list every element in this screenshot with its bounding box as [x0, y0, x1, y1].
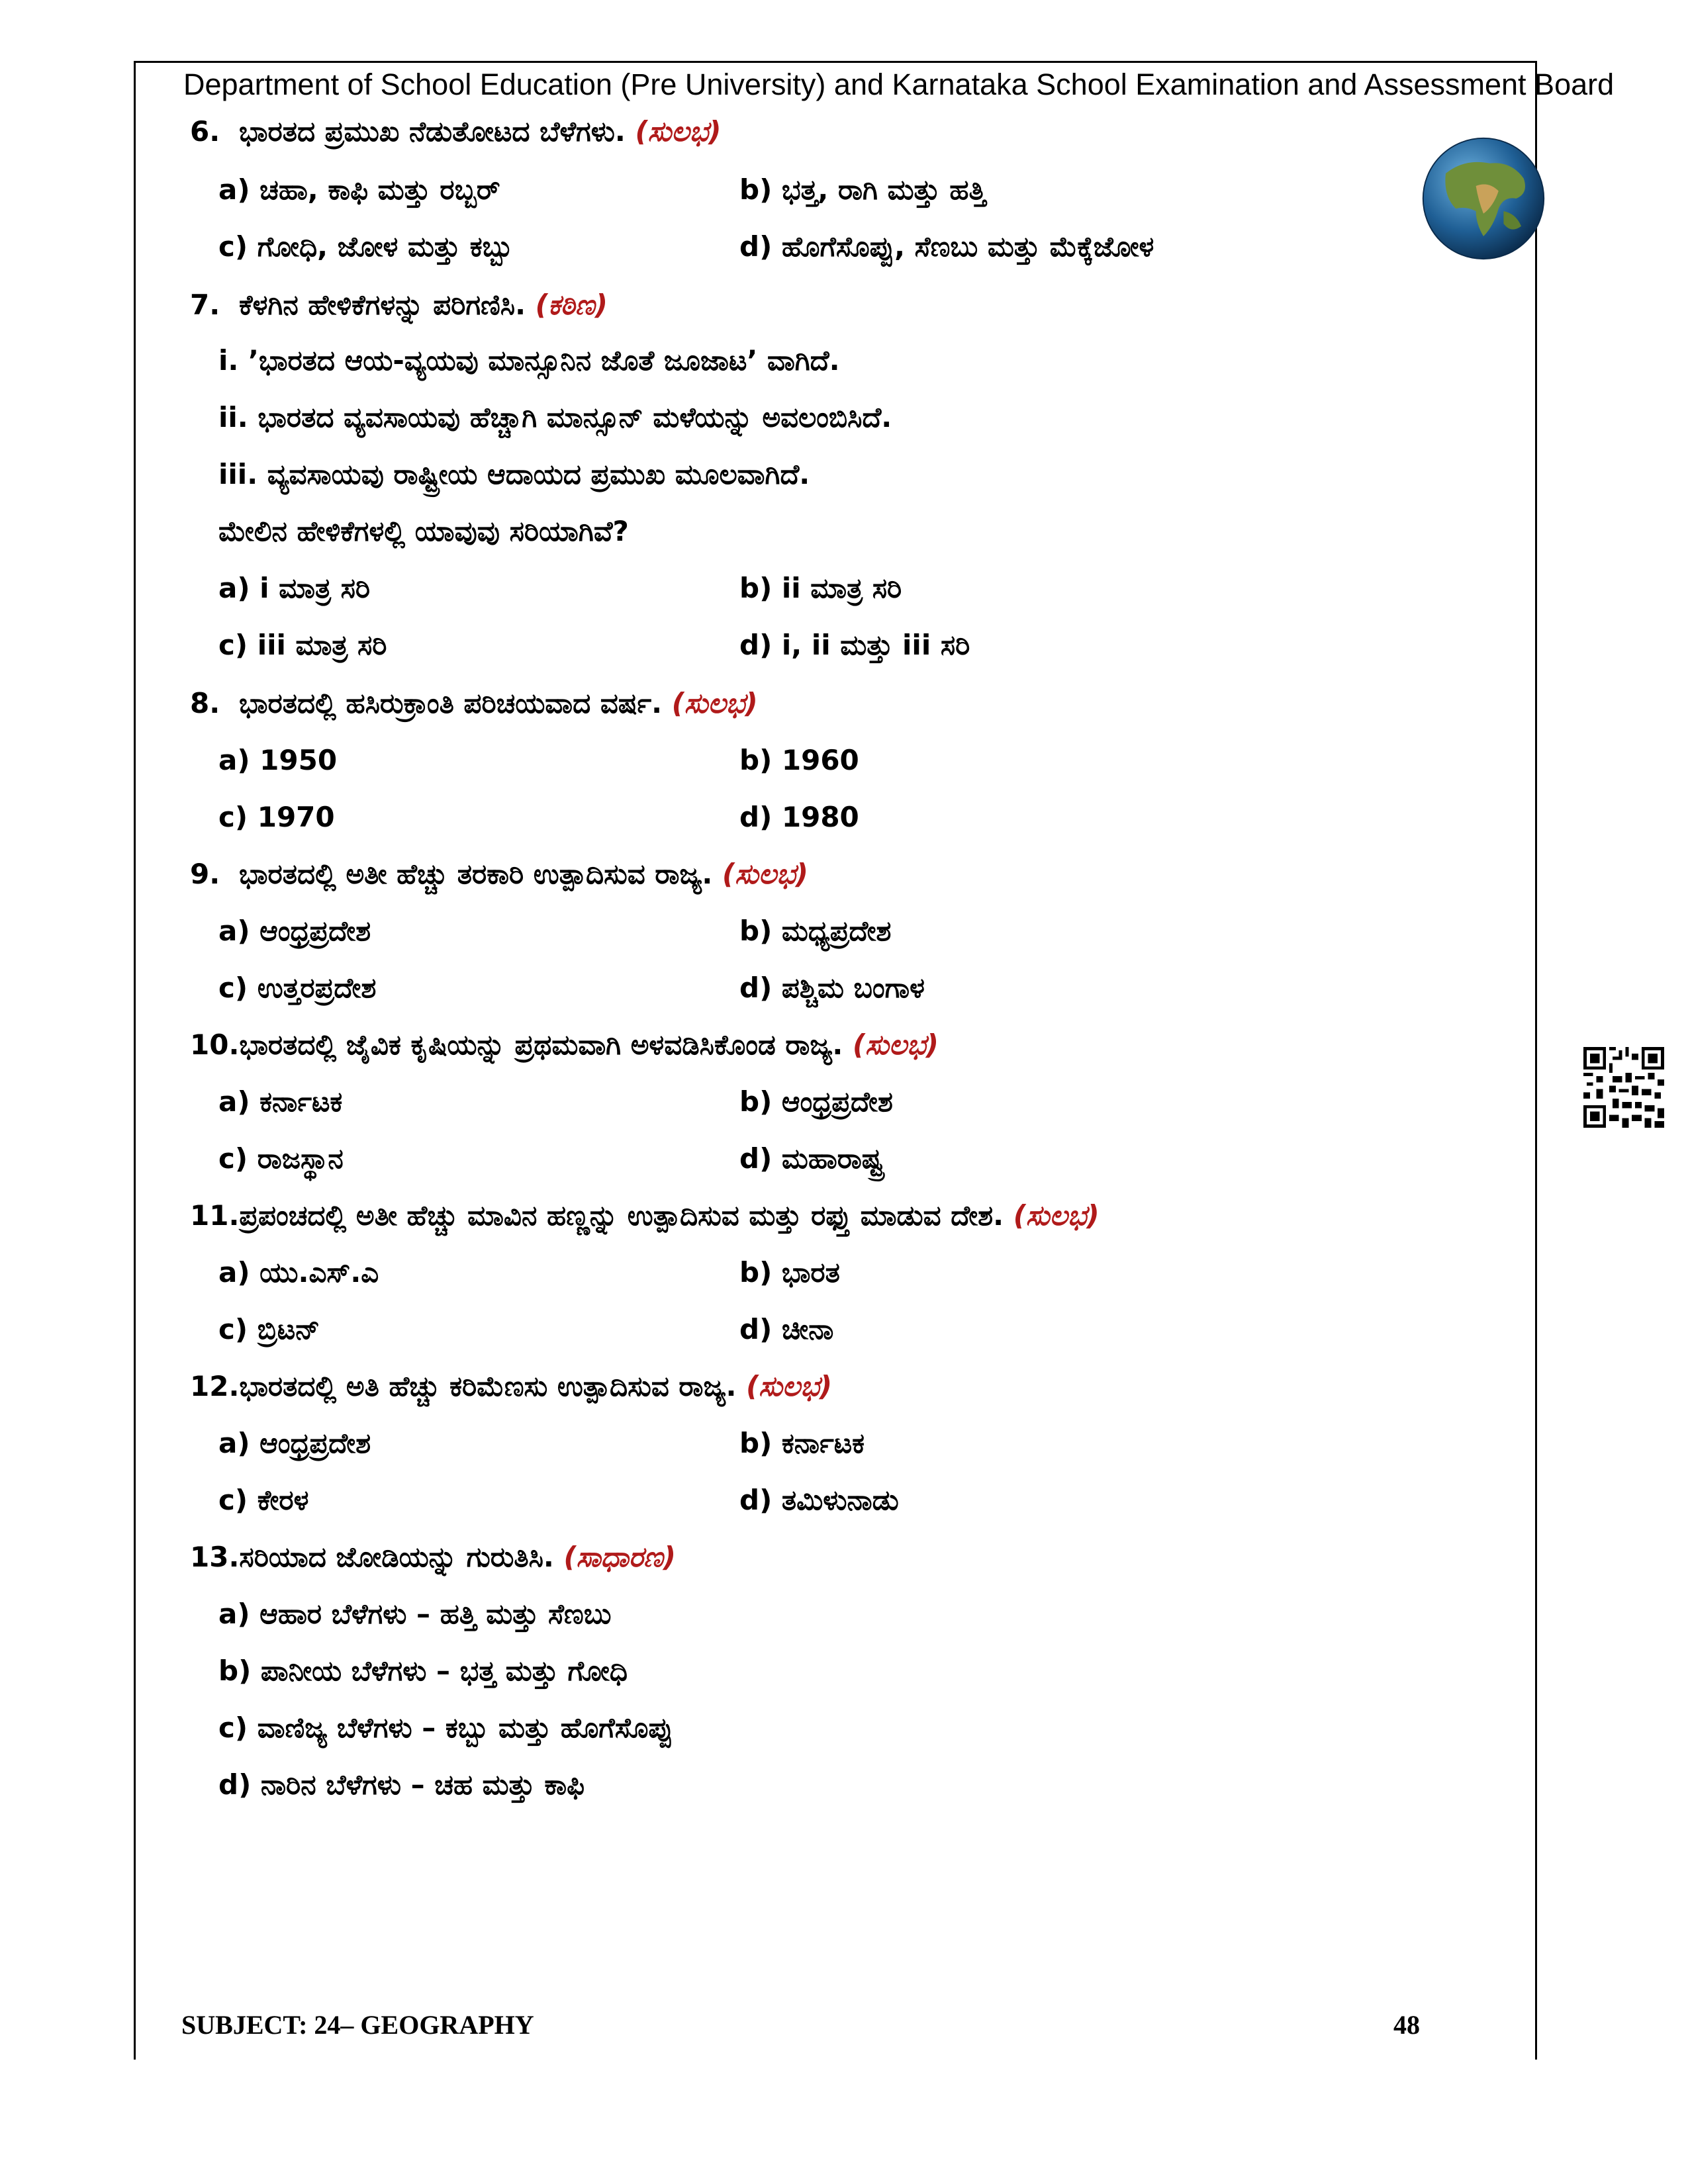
option-d: d) ಚೀನಾ [739, 1313, 834, 1345]
question-text: ಕೆಳಗಿನ ಹೇಳಿಕೆಗಳನ್ನು ಪರಿಗಣಿಸಿ. [239, 289, 526, 321]
option-b: b) ಆಂಧ್ರಪ್ರದೇಶ [739, 1085, 893, 1118]
question-13 [190, 1541, 676, 1574]
option-a: a) i ಮಾತ್ರ ಸರಿ [218, 572, 371, 604]
option-b: b) 1960 [739, 744, 859, 776]
question-text: ಸರಿಯಾದ ಜೋಡಿಯನ್ನು ಗುರುತಿಸಿ. [239, 1541, 554, 1573]
question-7 [190, 289, 608, 322]
difficulty-label: (ಸುಲಭ) [1013, 1199, 1100, 1232]
question-text: ಭಾರತದಲ್ಲಿ ಅತೀ ಹೆಚ್ಚು ತರಕಾರಿ ಉತ್ಪಾದಿಸುವ ರಾಜ್ಯ. [239, 858, 713, 890]
option-b: b) ಕರ್ನಾಟಕ [739, 1427, 865, 1459]
option-a: a) 1950 [218, 744, 338, 776]
option-c: c) ರಾಜಸ್ಥಾನ [218, 1142, 344, 1175]
option-d: d) ಪಶ್ಚಿಮ ಬಂಗಾಳ [739, 972, 925, 1004]
question-10 [190, 1028, 939, 1062]
option-d: d) ಹೊಗೆಸೊಪ್ಪು, ಸೆಣಬು ಮತ್ತು ಮೆಕ್ಕೆಜೋಳ [739, 230, 1154, 263]
question-text: ಭಾರತದಲ್ಲಿ ಅತಿ ಹೆಚ್ಚು ಕರಿಮೆಣಸು ಉತ್ಪಾದಿಸುವ ರಾಜ್ಯ. [239, 1370, 737, 1402]
question-12 [190, 1370, 832, 1403]
question-text: ಭಾರತದ ಪ್ರಮುಖ ನೆಡುತೋಟದ ಬೆಳೆಗಳು. [239, 115, 626, 148]
difficulty-label: (ಸುಲಭ) [635, 115, 722, 148]
question-number: 10. [190, 1028, 240, 1061]
footer-page-number: 48 [1393, 2010, 1420, 2040]
option-c: c) ಕೇರಳ [218, 1484, 309, 1516]
statement-item: iii. ವ್ಯವಸಾಯವು ರಾಷ್ಟ್ರೀಯ ಆದಾಯದ ಪ್ರಮುಖ ಮೂಲವಾಗಿದೆ. [218, 458, 810, 490]
difficulty-label: (ಸಾಧಾರಣ) [563, 1541, 676, 1573]
option-c: c) iii ಮಾತ್ರ ಸರಿ [218, 629, 387, 661]
question-number: 13. [190, 1541, 240, 1573]
question-number: 6. [190, 115, 220, 148]
page-header: Department of School Education (Pre University) and Karnataka School Examination and Assessment Board [183, 68, 1615, 101]
question-number: 8. [190, 687, 220, 719]
option-a: a) ಆಹಾರ ಬೆಳೆಗಳು – ಹತ್ತಿ ಮತ್ತು ಸೆಣಬು [218, 1598, 612, 1630]
option-a: a) ಆಂಧ್ರಪ್ರದೇಶ [218, 1427, 371, 1459]
statement-item: ii. ಭಾರತದ ವ್ಯವಸಾಯವು ಹೆಚ್ಚಾಗಿ ಮಾನ್ಸೂನ್ ಮಳೆಯನ್ನು ಅವಲಂಬಿಸಿದೆ. [218, 401, 892, 433]
option-a: a) ಚಹಾ, ಕಾಫಿ ಮತ್ತು ರಬ್ಬರ್ [218, 173, 500, 206]
option-c: c) ಬ್ರಿಟನ್ [218, 1313, 320, 1345]
footer-subject: SUBJECT: 24– GEOGRAPHY [181, 2010, 534, 2040]
question-11 [190, 1199, 1100, 1232]
globe-icon [1421, 136, 1546, 261]
statement-item: i. ’ಭಾರತದ ಆಯ-ವ್ಯಯವು ಮಾನ್ಸೂನಿನ ಜೊತೆ ಜೂಜಾಟ’ ವಾಗಿದೆ. [218, 344, 840, 377]
option-d: d) ನಾರಿನ ಬೆಳೆಗಳು – ಚಹ ಮತ್ತು ಕಾಫಿ [218, 1768, 585, 1801]
option-b: b) ಪಾನೀಯ ಬೆಳೆಗಳು – ಭತ್ತ ಮತ್ತು ಗೋಧಿ [218, 1655, 628, 1687]
option-b: b) ಭತ್ತ, ರಾಗಿ ಮತ್ತು ಹತ್ತಿ [739, 173, 986, 206]
difficulty-label: (ಸುಲಭ) [671, 687, 758, 719]
difficulty-label: (ಕಠಿಣ) [535, 289, 608, 321]
statement-item: ಮೇಲಿನ ಹೇಳಿಕೆಗಳಲ್ಲಿ ಯಾವುವು ಸರಿಯಾಗಿವೆ? [218, 515, 629, 547]
question-6 [190, 115, 721, 148]
option-a: a) ಯು.ಎಸ್.ಎ [218, 1256, 379, 1289]
question-number: 7. [190, 289, 220, 321]
question-number: 9. [190, 858, 220, 890]
qr-code-icon [1583, 1047, 1664, 1128]
option-a: a) ಆಂಧ್ರಪ್ರದೇಶ [218, 915, 371, 947]
question-number: 12. [190, 1370, 240, 1402]
difficulty-label: (ಸುಲಭ) [746, 1370, 833, 1402]
option-d: d) ಮಹಾರಾಷ್ಟ್ರ [739, 1142, 884, 1175]
option-a: a) ಕರ್ನಾಟಕ [218, 1085, 343, 1118]
question-9 [190, 858, 808, 891]
option-d: d) 1980 [739, 801, 859, 833]
question-text: ಪ್ರಪಂಚದಲ್ಲಿ ಅತೀ ಹೆಚ್ಚು ಮಾವಿನ ಹಣ್ಣನ್ನು ಉತ್ಪಾದಿಸುವ ಮತ್ತು ರಫ್ತು ಮಾಡುವ ದೇಶ. [239, 1199, 1004, 1232]
option-c: c) ಉತ್ತರಪ್ರದೇಶ [218, 972, 377, 1004]
option-b: b) ಭಾರತ [739, 1256, 840, 1289]
option-c: c) ಗೋಧಿ, ಜೋಳ ಮತ್ತು ಕಬ್ಬು [218, 230, 514, 263]
difficulty-label: (ಸುಲಭ) [722, 858, 808, 890]
question-text: ಭಾರತದಲ್ಲಿ ಹಸಿರುಕ್ರಾಂತಿ ಪರಿಚಯವಾದ ವರ್ಷ. [239, 687, 663, 719]
question-8 [190, 687, 758, 720]
option-c: c) ವಾಣಿಜ್ಯ ಬೆಳೆಗಳು – ಕಬ್ಬು ಮತ್ತು ಹೊಗೆಸೊಪ್ಪು [218, 1711, 673, 1744]
option-b: b) ii ಮಾತ್ರ ಸರಿ [739, 572, 902, 604]
difficulty-label: (ಸುಲಭ) [852, 1028, 939, 1061]
option-c: c) 1970 [218, 801, 335, 833]
option-d: d) i, ii ಮತ್ತು iii ಸರಿ [739, 629, 970, 661]
question-number: 11. [190, 1199, 240, 1232]
question-text: ಭಾರತದಲ್ಲಿ ಜೈವಿಕ ಕೃಷಿಯನ್ನು ಪ್ರಥಮವಾಗಿ ಅಳವಡಿಸಿಕೊಂಡ ರಾಜ್ಯ. [239, 1028, 843, 1061]
option-b: b) ಮಧ್ಯಪ್ರದೇಶ [739, 915, 892, 947]
option-d: d) ತಮಿಳುನಾಡು [739, 1484, 899, 1516]
